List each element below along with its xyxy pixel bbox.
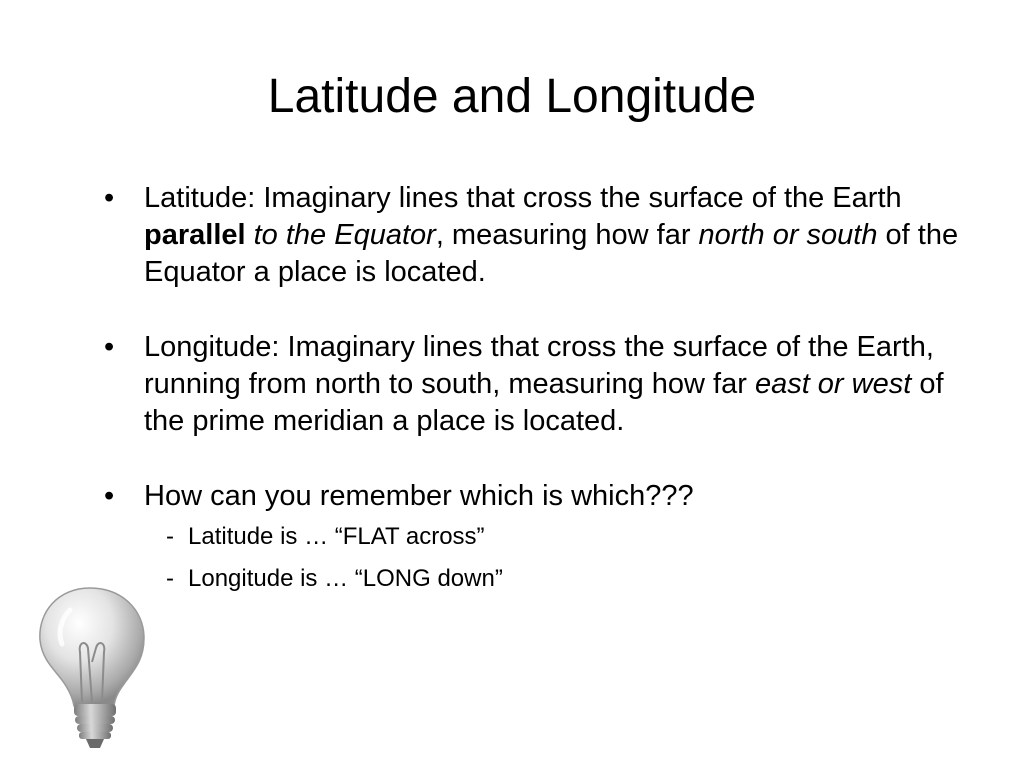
bullet-text-bold: parallel: [144, 219, 246, 251]
subitem-text: Longitude is … “LONG down”: [188, 565, 503, 592]
subitem-text: Latitude is … “FLAT across”: [188, 523, 485, 550]
bullet-longitude: [98, 329, 978, 440]
subitem-latitude: [98, 521, 978, 553]
bullet-text-italic: north or south: [698, 219, 878, 251]
dash-marker: -: [166, 565, 174, 592]
slide-content: [98, 180, 978, 605]
bullet-text-segment: of the prime meridian a place is located.: [144, 368, 944, 437]
bullet-question: [98, 478, 978, 515]
bullet-text-segment: Longitude: Imaginary lines that cross the surface of the Earth, running from north to south, measuring how far: [144, 331, 934, 400]
bullet-text-segment: How can you remember which is which???: [144, 480, 694, 512]
dash-marker: -: [166, 523, 174, 550]
bullet-text-segment: Latitude: Imaginary lines that cross the surface of the Earth: [144, 182, 902, 214]
bullet-text-segment: , measuring how far: [435, 219, 699, 251]
bullet-text-segment: of the Equator a place is located.: [144, 219, 959, 288]
bullet-text-segment: [246, 219, 254, 251]
bullet-latitude: [98, 180, 978, 291]
subitem-longitude: [98, 563, 978, 595]
bullet-text-italic: east or west: [754, 368, 912, 400]
light-bulb-icon: [30, 582, 154, 752]
bullet-text-italic: to the Equator: [253, 219, 436, 251]
slide-title: Latitude and Longitude: [267, 70, 757, 123]
